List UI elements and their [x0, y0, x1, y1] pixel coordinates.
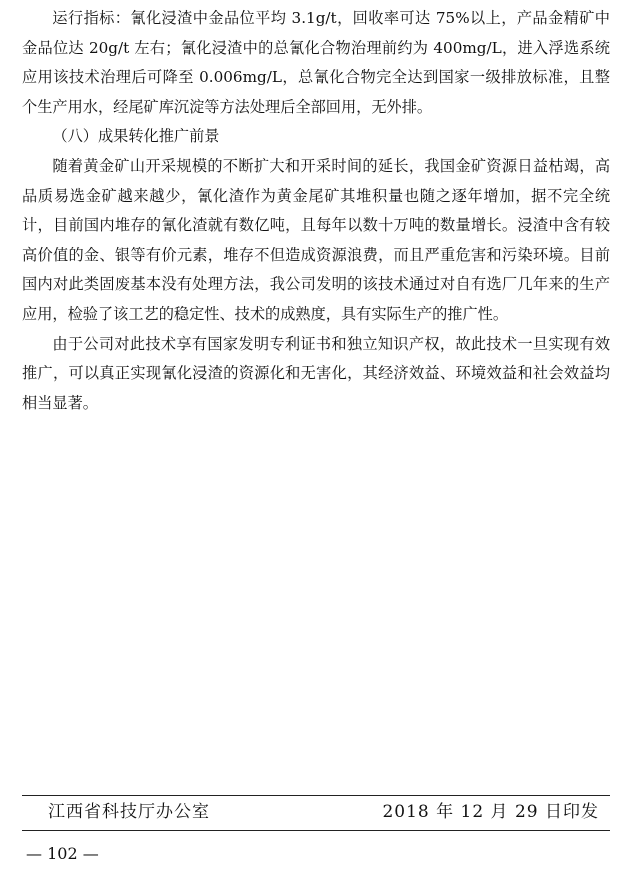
paragraph-operating-indicators: 运行指标：氰化浸渣中金品位平均 3.1g/t，回收率可达 75%以上，产品金精矿中金品位达 20g/t 左右；氰化浸渣中的总氰化合物治理前约为 400mg/L，进入浮选系统应用该技术治理后可降至 0.006mg/L，总氰化合物完全达到国家一级排放标准，且整个生产用水，经尾矿库沉淀等方法处理后全部回用，无外排。 [22, 9, 610, 116]
section-heading: （八）成果转化推广前景 [52, 127, 220, 146]
page-number: — 102 — [26, 844, 99, 863]
footer-bottom-rule [22, 830, 610, 831]
footer-top-rule [22, 795, 610, 796]
footer-print-date: 2018 年 12 月 29 日印发 [382, 802, 599, 822]
paragraph-benefits: 由于公司对此技术享有国家发明专利证书和独立知识产权，故此技术一旦实现有效推广，可以真正实现氰化浸渣的资源化和无害化，其经济效益、环境效益和社会效益均相当显著。 [22, 334, 610, 412]
footer-office: 江西省科技厅办公室 [48, 802, 210, 822]
document-body [22, 4, 610, 418]
paragraph-promotion-prospects: 随着黄金矿山开采规模的不断扩大和开采时间的延长，我国金矿资源日益枯竭，高品质易选金矿越来越少，氰化渣作为黄金尾矿其堆积量也随之逐年增加，据不完全统计，目前国内堆存的氰化渣就有数亿吨，且每年以数十万吨的数量增长。浸渣中含有较高价值的金、银等有价元素，堆存不但造成资源浪费，而且严重危害和污染环境。目前国内对此类固废基本没有处理方法，我公司发明的该技术通过对自有选厂几年来的生产应用，检验了该工艺的稳定性、技术的成熟度，具有实际生产的推广性。 [22, 156, 610, 323]
